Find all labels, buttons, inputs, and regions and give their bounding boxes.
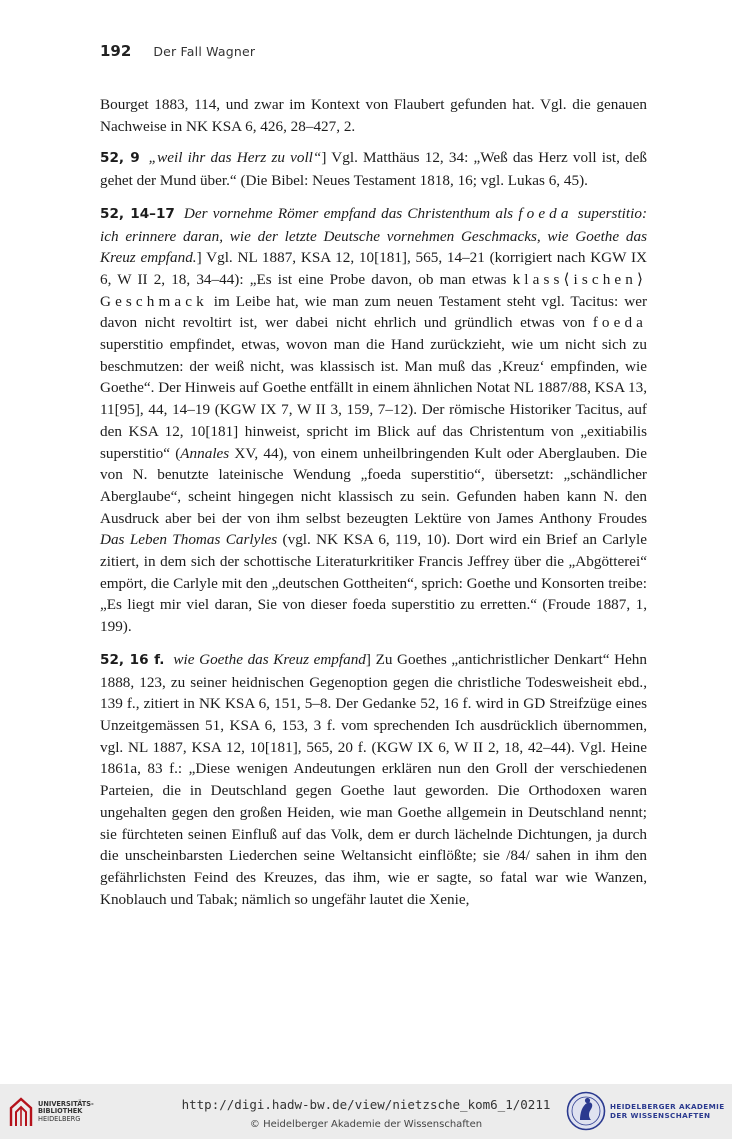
academy-seal-icon [566, 1091, 606, 1131]
lemma-spaced-word: foeda [518, 204, 573, 222]
italic-title: Annales [180, 444, 230, 462]
line-reference: 52, 16 f. [100, 651, 165, 668]
lemma-part: Der vornehme Römer empfand das Christenthum als [183, 204, 519, 222]
commentary-entry [100, 203, 647, 638]
entry-text: XV, 44), von einem unheilbringenden Kult oder Aberglauben. Die von N. benutzte lateinische Wendung „foeda superstitio“, übersetzt: „schändlicher Aberglaube“, scheint hingegen nicht klassisch zu sein. Gefunden haben kann N. den Ausdruck aber bei der von ihm selbst bezeugten Lektüre von James Anthony Froudes [100, 444, 647, 527]
entry-text: im Leibe hat, wie man zum neuen Testament steht vgl. Tacitus: wer davon nicht revoltirt ist, wer dabei nicht ehrlich und gründlich etwas von [100, 292, 647, 332]
entry-text: ] Vgl. NL 1887, KSA 12, 10[181], 565, 14–21 (korrigiert nach KGW IX 6, W II 2, 18, 34–44): „Es ist eine Probe davon, ob man etwas [100, 249, 647, 288]
library-name-line: UNIVERSITÄTS- [38, 1099, 94, 1108]
entry-text: (vgl. NK KSA 6, 119, 10). Dort wird ein Brief an Carlyle zitiert, in dem sich der schottische Literaturkritiker Francis Jeffrey über die „Abgötterei“ empört, die Carlyle mit den „deutschen Gottheiten“, sprich: Goethe und Konsorten treibe: „Es liegt mir viel daran, Sie von dieser foeda superstitio zu erretten.“ (Froude 1887, 1, 199). [100, 531, 647, 636]
lemma-part: superstitio: ich erinnere daran, wie der letzte Deutsche vornehmen Geschmacks, wie Goethe das Kreuz empfand. [100, 204, 647, 267]
academy-logo[interactable] [566, 1088, 731, 1134]
source-url-link[interactable]: http://digi.hadw-bw.de/view/nietzsche_kom6_1/0211 [181, 1097, 551, 1112]
library-name-line: BIBLIOTHEK [38, 1107, 83, 1116]
commentary-entry [100, 649, 647, 910]
running-head: Der Fall Wagner [153, 44, 256, 59]
academy-name [610, 1102, 725, 1120]
spaced-emphasis: klass⟨ischen⟩ Geschmack [100, 270, 647, 310]
line-reference: 52, 14–17 [100, 205, 175, 222]
page-number: 192 [100, 42, 132, 60]
italic-title: Das Leben Thomas Carlyles [100, 531, 278, 549]
lemma: wie Goethe das Kreuz empfand [173, 650, 366, 668]
copyright-notice: © Heidelberger Akademie der Wissenschaften [249, 1119, 483, 1130]
paragraph-continuation [100, 94, 647, 137]
entry-text: ] Vgl. Matthäus 12, 34: „Weß das Herz voll ist, deß gehet der Mund über.“ (Die Bibel: Neues Testament 1818, 16; vgl. Lukas 6, 45). [100, 149, 647, 190]
line-reference: 52, 9 [100, 150, 140, 167]
spaced-emphasis: foeda [592, 314, 647, 332]
page-header [100, 42, 255, 64]
commentary-body [100, 94, 647, 921]
academy-name-line: HEIDELBERGER AKADEMIE [610, 1102, 725, 1111]
commentary-entry [100, 147, 647, 191]
library-name-line: HEIDELBERG [38, 1114, 81, 1123]
paragraph-text: Bourget 1883, 114, und zwar im Kontext von Flaubert gefunden hat. Vgl. die genauen Nachweise in NK KSA 6, 426, 28–427, 2. [100, 96, 647, 135]
academy-name-line: DER WISSENSCHAFTEN [610, 1111, 711, 1120]
footer-bar [0, 1084, 732, 1139]
entry-text: ] Zu Goethes „antichristlicher Denkart“ Hehn 1888, 123, zu seiner heidnischen Gegenoption gegen die christliche Todesweisheit ebd., 139 f., zitiert in NK KSA 6, 151, 5–8. Der Gedanke 52, 16 f. wird in GD Streifzüge eines Unzeitgemässen 51, KSA 6, 153, 3 f. vom sprechenden Ich ausdrücklich übernommen, vgl. NL 1887, KSA 12, 10[181], 565, 20 f. (KGW IX 6, W II 2, 18, 42–44). Vgl. Heine 1861a, 83 f.: „Diese wenigen Andeutungen erklären nun den Groll der verschiedenen Parteien, die in Deutschland gegen Goethe laut geworden. Die Orthodoxen waren ungehalten gegen den großen Heiden, wie man Goethe allgemein in Deutschland nennt; sie fürchteten seinen Einfluß auf das Volk, dem er durch lächelnde Dichtungen, ja durch die unscheinbarsten Liederchen seine Weltansicht einflößte; sie /84/ sahen in ihm den gefährlichsten Feind des Kreuzes, das ihm, wie er sagte, so fatal war wie Wanzen, Knoblauch und Tabak; nämlich so ungefähr lautet die Xenie, [100, 650, 647, 908]
entry-text: superstitio empfindet, etwas, wovon man die Hand zurückzieht, wie um nicht sich zu beschmutzen: der weiß nicht, was klassisch ist. Man muß das ‚Kreuz‘ empfinden, wie Goethe“. Der Hinweis auf Goethe entfällt in einem ähnlichen Notat NL 1887/88, KSA 13, 11[95], 44, 14–19 (KGW IX 7, W II 3, 159, 7–12). Der römische Historiker Tacitus, auf den KSA 12, 10[181] hinweist, spricht im Blick auf das Christentum von „exitiabilis superstitio“ ( [100, 336, 647, 462]
lemma: „weil ihr das Herz zu voll“ [148, 149, 322, 167]
